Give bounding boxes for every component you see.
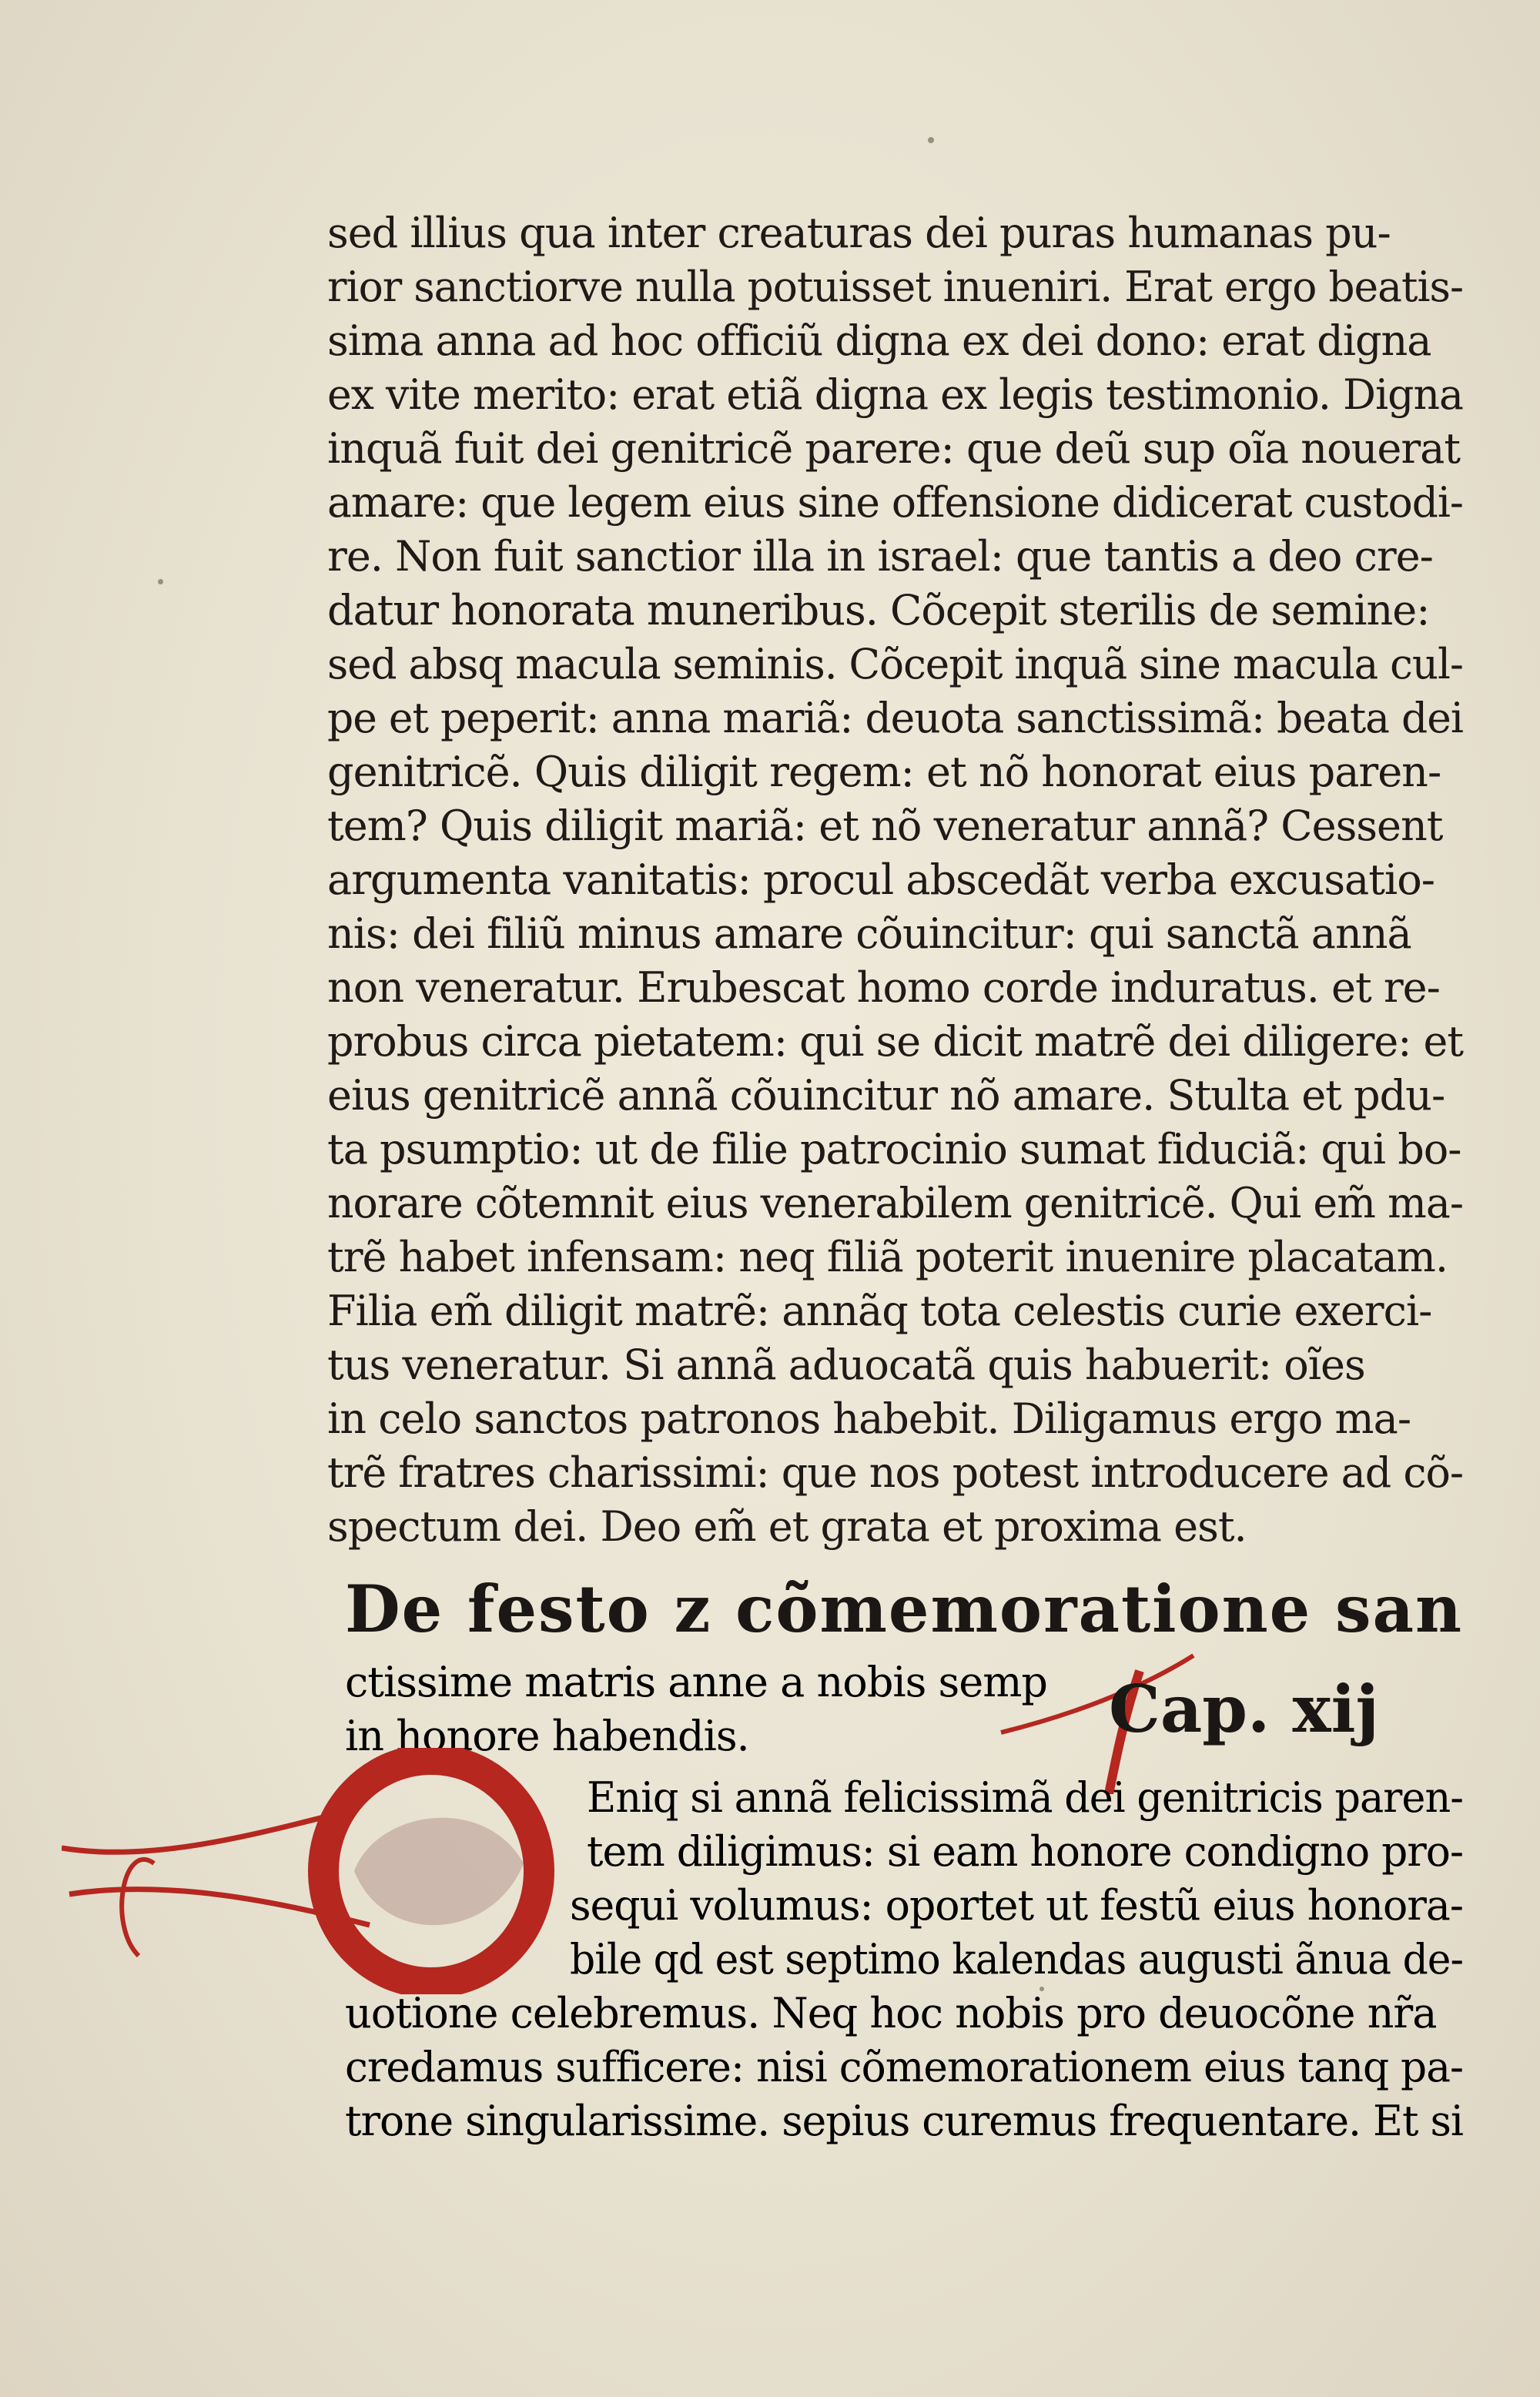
body-line: amare: que legem eius sine offensione didicerat custodi- [327, 478, 1463, 527]
body-line: probus circa pietatem: qui se dicit matrẽ dei diligere: et [327, 1017, 1464, 1066]
body-line: re. Non fuit sanctior illa in israel: que tantis a deo cre- [327, 532, 1433, 581]
body-line: in celo sanctos patronos habebit. Diligamus ergo ma- [327, 1394, 1411, 1443]
chapter-line: tem diligimus: si eam honore condigno pro- [587, 1827, 1464, 1876]
body-line: rior sanctiorve nulla potuisset inueniri. Erat ergo beatis- [327, 263, 1463, 311]
decorated-initial-d [62, 1748, 554, 1994]
ink-speck [158, 579, 163, 584]
body-line: sed illius qua inter creaturas dei puras humanas pu- [327, 209, 1391, 257]
body-line: non veneratur. Erubescat homo corde induratus. et re- [327, 963, 1440, 1012]
body-line: inquã fuit dei genitricẽ parere: que deũ sup oĩa nouerat [327, 424, 1461, 473]
heading-subline: in honore habendis. [345, 1712, 749, 1760]
body-line: genitricẽ. Quis diligit regem: et nõ honorat eius paren- [327, 748, 1441, 796]
chapter-line: bile qd est septimo kalendas augusti ãnua de- [570, 1935, 1464, 1984]
chapter-line: sequi volumus: oportet ut festũ eius honora- [570, 1881, 1463, 1930]
body-line: trẽ fratres charissimi: que nos potest introducere ad cõ- [327, 1448, 1464, 1497]
body-line: tem? Quis diligit mariã: et nõ veneratur annã? Cessent [327, 802, 1443, 850]
body-line: spectum dei. Deo em̃ et grata et proxima est. [327, 1502, 1247, 1551]
body-line: ta psumptio: ut de filie patrocinio sumat fiduciã: qui bo- [327, 1125, 1461, 1173]
section-heading: De festo z cõmemoratione san [345, 1571, 1464, 1647]
chapter-number: Cap. xij [1109, 1671, 1379, 1747]
body-line: trẽ habet infensam: neq filiã poterit inuenire placatam. [327, 1233, 1448, 1281]
body-line: norare cõtemnit eius venerabilem genitricẽ. Qui em̃ ma- [327, 1179, 1463, 1227]
chapter-line: uotione celebremus. Neq hoc nobis pro deuocõne nr̃a [345, 1989, 1437, 2037]
body-line: pe et peperit: anna mariã: deuota sanctissimã: beata dei [327, 694, 1464, 742]
body-line: ex vite merito: erat etiã digna ex legis testimonio. Digna [327, 370, 1464, 419]
body-line: nis: dei filiũ minus amare cõuincitur: qui sanctã annã [327, 909, 1411, 958]
body-line: datur honorata muneribus. Cõcepit sterilis de semine: [327, 586, 1430, 634]
body-line: tus veneratur. Si annã aduocatã quis habuerit: oĩes [327, 1341, 1365, 1389]
body-line: eius genitricẽ annã cõuincitur nõ amare. Stulta et pdu- [327, 1071, 1445, 1120]
body-line: sima anna ad hoc officiũ digna ex dei dono: erat digna [327, 316, 1431, 365]
chapter-line: trone singularissime. sepius curemus frequentare. Et si [345, 2097, 1463, 2145]
body-line: sed absq macula seminis. Cõcepit inquã sine macula cul- [327, 640, 1463, 688]
chapter-line: credamus sufficere: nisi cõmemorationem eius tanq pa- [345, 2043, 1464, 2091]
ink-speck [928, 137, 934, 143]
heading-subline: ctissime matris anne a nobis semp [345, 1658, 1047, 1706]
chapter-line: Eniq si annã felicissimã dei genitricis paren- [587, 1773, 1463, 1822]
body-line: Filia em̃ diligit matrẽ: annãq tota celestis curie exerci- [327, 1287, 1432, 1335]
body-line: argumenta vanitatis: procul abscedãt verba excusatio- [327, 855, 1435, 904]
